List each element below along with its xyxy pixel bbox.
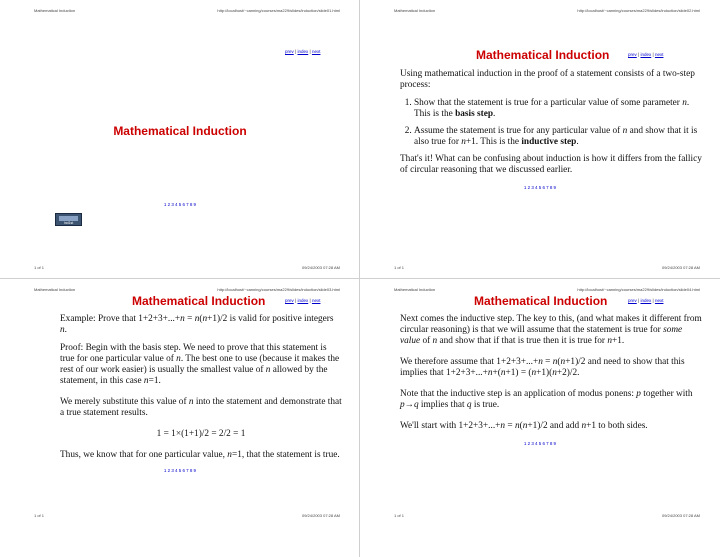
steps-list bbox=[400, 98, 702, 148]
example-paragraph: Example: Prove that 1+2+3+...+n = n(n+1)/2 is valid for positive integers n. bbox=[60, 314, 334, 335]
page-link-7[interactable]: 7 bbox=[186, 202, 189, 207]
page-link-4[interactable]: 4 bbox=[535, 185, 538, 190]
page-link-6[interactable]: 6 bbox=[542, 441, 545, 446]
nav-sep: | bbox=[309, 49, 311, 54]
print-footer bbox=[394, 265, 700, 273]
prev-link[interactable]: prev bbox=[285, 49, 294, 54]
page-link-2[interactable]: 2 bbox=[527, 185, 531, 190]
footer-date: 09/24/2003 07:28 AM bbox=[301, 513, 340, 518]
start-paragraph: We'll start with 1+2+3+...+n = n(n+1)/2 and add n+1 to both sides. bbox=[400, 421, 648, 431]
thumbnail-label: Ind1st bbox=[63, 221, 74, 225]
next-link[interactable]: next bbox=[654, 298, 664, 303]
page-link-2[interactable]: 2 bbox=[167, 202, 171, 207]
page-number-nav bbox=[0, 202, 360, 207]
header-url: http://localhost/~canning/courses/ma229/slides/induction/slide01.html bbox=[217, 8, 340, 13]
slide-title: Mathematical Induction bbox=[476, 48, 610, 62]
print-footer bbox=[394, 513, 700, 521]
next-link[interactable]: next bbox=[311, 49, 321, 54]
outro-paragraph: That's it! What can be confusing about induction is how it differs from the fallicy of circular reasoning that we discussed earlier. bbox=[400, 154, 702, 175]
page-link-7[interactable]: 7 bbox=[546, 441, 549, 446]
page-link-6[interactable]: 6 bbox=[182, 468, 185, 473]
page-link-9[interactable]: 9 bbox=[553, 441, 557, 446]
print-header bbox=[394, 8, 700, 16]
header-url: http://localhost/~canning/courses/ma229/slides/induction/slide03.html bbox=[217, 287, 340, 292]
prev-link[interactable]: prev bbox=[285, 298, 294, 303]
print-footer bbox=[34, 265, 340, 273]
inductive-intro-paragraph: Next comes the inductive step. The key to this, (and what makes it different from circular reasoning) is that we will assume that the statement is true for some value of n and show that if that is true then it is true for n+1. bbox=[400, 314, 702, 346]
nav-sep: | bbox=[295, 49, 297, 54]
page-link-3[interactable]: 3 bbox=[531, 441, 534, 446]
page-link-2[interactable]: 2 bbox=[527, 441, 531, 446]
next-link[interactable]: next bbox=[654, 52, 664, 57]
page-link-1[interactable]: 1 bbox=[523, 441, 527, 446]
slide-title: Mathematical Induction bbox=[474, 294, 608, 308]
footer-page: 1 of 1 bbox=[394, 513, 405, 518]
page-link-8[interactable]: 8 bbox=[189, 202, 193, 207]
page-link-4[interactable]: 4 bbox=[535, 441, 538, 446]
proof-paragraph: Proof: Begin with the basis step. We need to prove that this statement is true for one particular value of n. The best one to use (because it makes the rest of our work easier) is usually the smallest value of n allowed by the statement, in this case n=1. bbox=[60, 343, 340, 386]
page-link-3[interactable]: 3 bbox=[171, 468, 174, 473]
footer-date: 09/24/2003 07:28 AM bbox=[661, 513, 700, 518]
assumption-paragraph: We therefore assume that 1+2+3+...+n = n(n+1)/2 and need to show that this implies that 1+2+3+...+n+(n+1) = (n+1)(n+2)/2. bbox=[400, 357, 685, 378]
step-inductive: 2. Assume the statement is true for any particular value of n and show that it is also true for n+1. This is the inductive step. bbox=[414, 126, 702, 148]
index-link[interactable]: index bbox=[640, 52, 652, 57]
header-title: Mathematical Induction bbox=[394, 287, 436, 292]
footer-page: 1 of 1 bbox=[34, 265, 45, 270]
header-url: http://localhost/~canning/courses/ma229/slides/induction/slide04.html bbox=[577, 287, 700, 292]
slide-body bbox=[400, 314, 702, 439]
prev-link[interactable]: prev bbox=[628, 52, 637, 57]
index-link[interactable]: index bbox=[297, 49, 309, 54]
page-number-nav bbox=[360, 185, 720, 190]
intro-paragraph: Using mathematical induction in the proof of a statement consists of a two-step process: bbox=[400, 69, 695, 90]
page-link-7[interactable]: 7 bbox=[546, 185, 549, 190]
basis-equation: 1 = 1×(1+1)/2 = 2/2 = 1 bbox=[156, 429, 246, 439]
page-link-2[interactable]: 2 bbox=[167, 468, 171, 473]
page-number-nav bbox=[360, 441, 720, 446]
slide-nav bbox=[285, 49, 320, 54]
footer-page: 1 of 1 bbox=[394, 265, 405, 270]
page-link-5[interactable]: 5 bbox=[178, 468, 182, 473]
nav-sep: | bbox=[295, 298, 297, 303]
index-link[interactable]: index bbox=[640, 298, 652, 303]
page-link-5[interactable]: 5 bbox=[178, 202, 182, 207]
slide-page-2 bbox=[360, 0, 720, 278]
slide-page-3 bbox=[0, 279, 360, 557]
slide-nav bbox=[628, 298, 663, 303]
page-link-1[interactable]: 1 bbox=[163, 202, 167, 207]
modus-ponens-paragraph: Note that the inductive step is an application of modus ponens: p together with p→q implies that q is true. bbox=[400, 389, 693, 410]
page-link-9[interactable]: 9 bbox=[193, 468, 197, 473]
slide-page-1 bbox=[0, 0, 360, 278]
nav-sep: | bbox=[638, 298, 640, 303]
next-link[interactable]: next bbox=[311, 298, 321, 303]
slide-page-4 bbox=[360, 279, 720, 557]
prev-link[interactable]: prev bbox=[628, 298, 637, 303]
header-title: Mathematical Induction bbox=[34, 287, 76, 292]
slide-title: Mathematical Induction bbox=[113, 124, 247, 138]
page-link-6[interactable]: 6 bbox=[542, 185, 545, 190]
conclusion-paragraph: Thus, we know that for one particular value, n=1, that the statement is true. bbox=[60, 450, 340, 460]
footer-date: 09/24/2003 07:28 AM bbox=[301, 265, 340, 270]
header-url: http://localhost/~canning/courses/ma229/slides/induction/slide02.html bbox=[577, 8, 700, 13]
page-link-6[interactable]: 6 bbox=[182, 202, 185, 207]
page-link-5[interactable]: 5 bbox=[538, 185, 542, 190]
page-link-4[interactable]: 4 bbox=[175, 468, 178, 473]
page-link-9[interactable]: 9 bbox=[553, 185, 557, 190]
substitute-paragraph: We merely substitute this value of n into the statement and demonstrate that a true statement results. bbox=[60, 397, 342, 418]
page-link-1[interactable]: 1 bbox=[163, 468, 167, 473]
nav-sep: | bbox=[652, 52, 654, 57]
nav-sep: | bbox=[309, 298, 311, 303]
page-link-9[interactable]: 9 bbox=[193, 202, 197, 207]
page-link-8[interactable]: 8 bbox=[549, 441, 553, 446]
page-link-3[interactable]: 3 bbox=[531, 185, 534, 190]
page-link-8[interactable]: 8 bbox=[549, 185, 553, 190]
step-basis: 1. Show that the statement is true for a particular value of some parameter n. This is the basis step. bbox=[414, 98, 702, 120]
slide-body bbox=[400, 69, 702, 183]
page-link-5[interactable]: 5 bbox=[538, 441, 542, 446]
footer-date: 09/24/2003 07:28 AM bbox=[661, 265, 700, 270]
footer-page: 1 of 1 bbox=[34, 513, 45, 518]
header-title: Mathematical Induction bbox=[34, 8, 76, 13]
index-link[interactable]: index bbox=[297, 298, 309, 303]
nav-sep: | bbox=[652, 298, 654, 303]
header-title: Mathematical Induction bbox=[394, 8, 436, 13]
print-header bbox=[34, 8, 340, 16]
slide-nav bbox=[628, 52, 663, 57]
slide-nav bbox=[285, 298, 320, 303]
page-link-3[interactable]: 3 bbox=[171, 202, 174, 207]
implies-arrow-icon: → bbox=[404, 400, 414, 410]
page-link-7[interactable]: 7 bbox=[186, 468, 189, 473]
thumbnail-button[interactable] bbox=[55, 213, 82, 226]
page-number-nav bbox=[0, 468, 360, 473]
page-link-4[interactable]: 4 bbox=[175, 202, 178, 207]
slide-title: Mathematical Induction bbox=[132, 294, 266, 308]
print-footer bbox=[34, 513, 340, 521]
page-link-8[interactable]: 8 bbox=[189, 468, 193, 473]
page-link-1[interactable]: 1 bbox=[523, 185, 527, 190]
nav-sep: | bbox=[638, 52, 640, 57]
slide-body bbox=[60, 314, 342, 468]
